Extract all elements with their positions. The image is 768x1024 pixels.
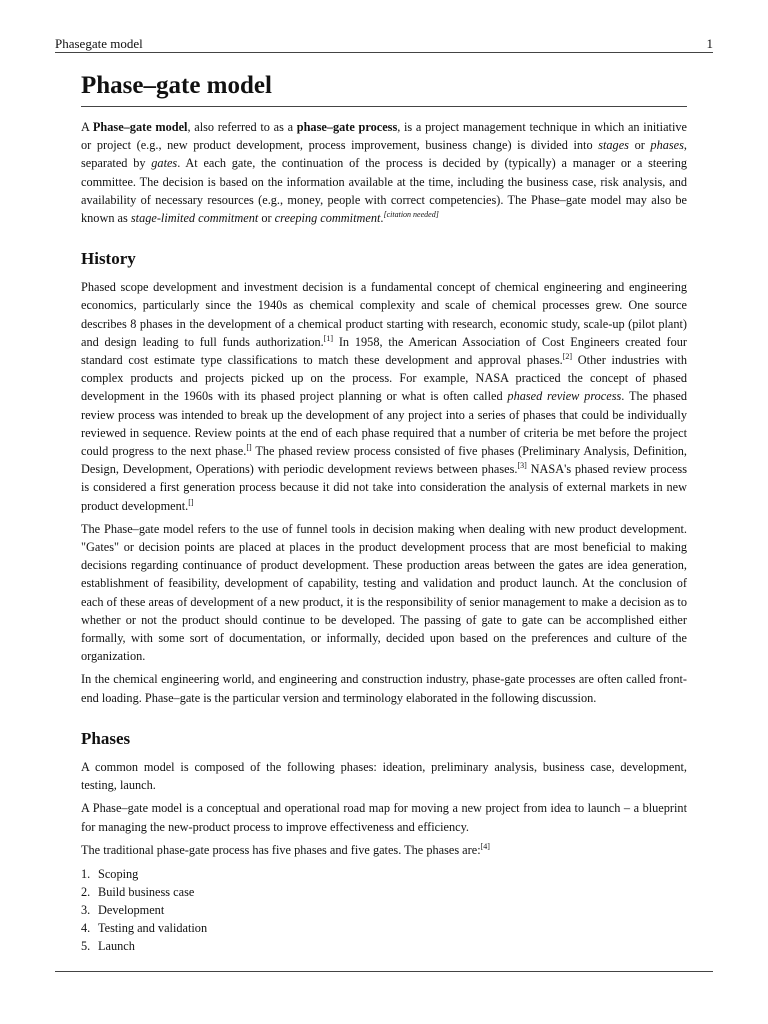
history-term-phased-review: phased review process (507, 389, 622, 404)
history-paragraph-2: The Phase–gate model refers to the use of funnel tools in decision making when dealing with new product development. "Gates" or decision points are placed at places in the product development process that are most beneficial to making decisions regarding continuance of product development. These production areas between the gates are idea generation, establishment of feasibility, development of capability, testing and validation and product launch. At the conclusion of each of these areas of development of a new product, it is the responsibility of senior management to make a decision as to whether or not the product should continue to be developed. The passing of gate to gate can be accomplished either formally, with some sort of documentation, or informally, decided upon based on the preferences and culture of the organization. (81, 521, 687, 664)
reference-link[interactable]: [3] (517, 461, 527, 471)
history-text: NASA's phased review process is considered a first generation process because it did not take into consideration the analysis of external markets in new product development. (81, 462, 688, 513)
history-text: Other industries with complex products and projects picked up on the process. For example, NASA practiced the concept of phased development in the 1960s with its phased project planning or what is often called (81, 353, 687, 404)
list-item-number: 5. (81, 938, 91, 953)
list-item (81, 919, 687, 937)
reference-link[interactable]: [] (246, 443, 252, 453)
history-paragraph-3: In the chemical engineering world, and engineering and construction industry, phase-gate processes are often called front-end loading. Phase–gate is the particular version and terminology elaborated in the following discussion. (81, 672, 687, 705)
citation-needed-link[interactable]: [citation needed] (383, 210, 439, 220)
article-body (81, 72, 687, 955)
list-item (81, 883, 687, 901)
intro-term-stages: stages (598, 138, 629, 153)
footer-divider (55, 971, 713, 972)
intro-term-phases: phases (650, 138, 684, 153)
list-item-text: Testing and validation (98, 920, 208, 935)
intro-text: . At each gate, the continuation of the process is decided by (typically) a manager or a steering committee. The decision is based on the information available at the time, including the business case, risk analysis, and availability of necessary resources (e.g., money, people with correct competencies). The Phase–gate model may also be known as (81, 156, 688, 226)
phases-text: The traditional phase-gate process has five phases and five gates. The phases are: (81, 842, 481, 857)
list-item-number: 1. (81, 866, 91, 881)
phases-paragraph-2: A Phase–gate model is a conceptual and operational road map for moving a new project from idea to launch – a blueprint for managing the new-product process to improve effectiveness and efficiency. (81, 801, 687, 834)
list-item-text: Launch (98, 938, 135, 953)
running-header (55, 34, 713, 53)
intro-text: or (258, 211, 275, 226)
intro-text: , also referred to as a (187, 120, 297, 134)
reference-link[interactable]: [2] (562, 352, 573, 362)
intro-term-gates: gates (151, 156, 178, 171)
list-item-text: Development (98, 902, 165, 917)
phases-list (81, 865, 687, 955)
list-item-number: 4. (81, 920, 91, 935)
history-text: . The phased review process was intended to break up the development of any project into a series of phases that could be individually reviewed in sequence. Review points at the end of each phase required that a number of criteria be met before the project could progress to the next phase. (81, 389, 688, 459)
list-item (81, 865, 687, 883)
page-number: 1 (706, 36, 713, 51)
list-item (81, 901, 687, 919)
intro-term-stage-limited: stage-limited commitment (130, 211, 259, 226)
intro-text: , separated by (81, 138, 687, 171)
reference-link[interactable]: [1] (323, 333, 334, 343)
list-item (81, 937, 687, 955)
intro-paragraph (81, 118, 687, 227)
running-header-title: Phasegate model (55, 36, 143, 51)
list-item-text: Build business case (98, 884, 195, 899)
history-text: Phased scope development and investment decision is a fundamental concept of chemical engineering and engineering economics, particularly since the 1940s as chemical complexity and scale of chemical processes grew. One source describes 8 phases in the development of a chemical product starting with research, economic study, scale-up (pilot plant) and design leading to full funds authorization. (81, 280, 687, 349)
intro-text: or (628, 138, 651, 153)
intro-text: . (380, 211, 384, 226)
phases-paragraph-3 (81, 841, 687, 859)
phases-paragraph-1: A common model is composed of the following phases: ideation, preliminary analysis, business case, development, testing, launch. (81, 759, 687, 793)
intro-term-phase-gate-model: Phase–gate model (92, 120, 188, 134)
page-title: Phase–gate model (81, 72, 687, 107)
list-item-text: Scoping (98, 866, 139, 881)
history-paragraph-1 (81, 278, 687, 515)
section-heading-history: History (81, 249, 136, 269)
history-text: In 1958, the American Association of Cost Engineers created four standard cost estimate type classifications to match these development and approval phases. (81, 334, 687, 368)
reference-link[interactable]: [] (188, 497, 194, 507)
history-text: The phased review process consisted of five phases (Preliminary Analysis, Definition, Design, Development, Operations) with periodic development reviews between phases. (81, 444, 688, 477)
intro-term-phase-gate-process: phase–gate process (296, 120, 398, 134)
list-item-number: 3. (81, 902, 91, 917)
intro-text: , is a project management technique in which an initiative or project (e.g., new product development, process improvement, business change) is divided into (81, 120, 687, 153)
section-heading-phases: Phases (81, 728, 131, 748)
list-item-number: 2. (81, 884, 91, 899)
intro-text: A (81, 120, 93, 134)
reference-link[interactable]: [4] (480, 841, 490, 851)
intro-term-creeping: creeping commitment (274, 211, 381, 226)
